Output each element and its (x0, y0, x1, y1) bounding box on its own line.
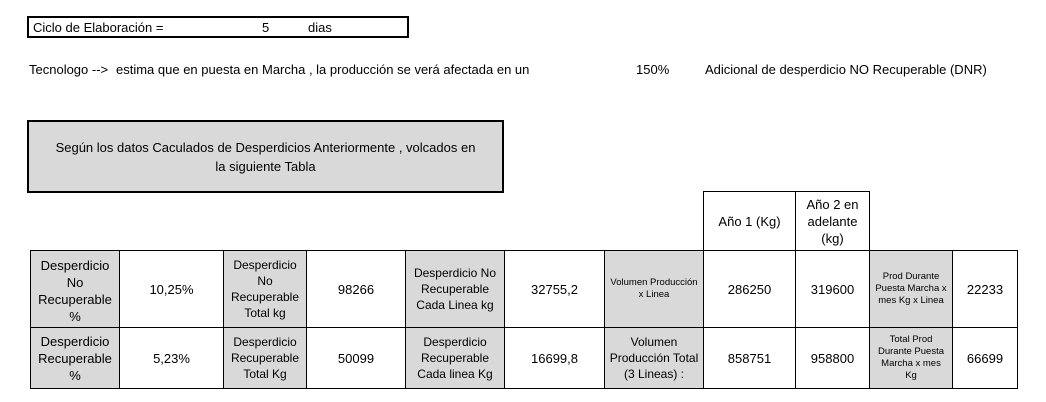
row2-prod-label: Total Prod Durante Puesta Marcha x mes Kg (869, 327, 953, 389)
row1-year2: 319600 (795, 250, 870, 328)
row2-line-value: 16699,8 (504, 327, 605, 389)
row1-total-value: 98266 (306, 250, 406, 328)
row2-line-label: Desperdicio Recuperable Cada linea Kg (405, 327, 505, 389)
row2-year2: 958800 (795, 327, 870, 389)
row1-year1: 286250 (703, 250, 796, 328)
row1-prod-value: 22233 (952, 250, 1018, 328)
header-year1: Año 1 (Kg) (703, 191, 796, 251)
row1-total-label: Desperdicio No Recuperable Total kg (223, 250, 307, 328)
row2-label: Desperdicio Recuperable % (30, 327, 120, 389)
note-text: Según los datos Caculados de Desperdicios Anteriormente , volcados en la siguiente Tabla (55, 139, 476, 174)
note-box (27, 120, 504, 193)
row1-vol-label: Volumen Producción x Linea (604, 250, 704, 328)
row1-line-value: 32755,2 (504, 250, 605, 328)
row2-pct: 5,23% (119, 327, 224, 389)
ciclo-value: 5 (262, 20, 270, 35)
row2-total-value: 50099 (306, 327, 406, 389)
row1-prod-label: Prod Durante Puesta Marcha x mes Kg x Linea (869, 250, 953, 328)
tecnologo-percent: 150% (636, 62, 670, 77)
ciclo-unit: dias (308, 20, 332, 35)
tecnologo-prefix: Tecnologo --> (29, 62, 109, 77)
row1-line-label: Desperdicio No Recuperable Cada Linea kg (405, 250, 505, 328)
ciclo-label: Ciclo de Elaboración = (33, 20, 164, 35)
header-year2: Año 2 en adelante (kg) (795, 191, 870, 251)
row2-vol-label: Volumen Producción Total (3 Lineas) : (604, 327, 704, 389)
row2-total-label: Desperdicio Recuperable Total Kg (223, 327, 307, 389)
row2-year1: 858751 (703, 327, 796, 389)
row2-prod-value: 66699 (952, 327, 1018, 389)
tecnologo-suffix: Adicional de desperdicio NO Recuperable (DNR) (705, 62, 987, 77)
ciclo-box (27, 16, 409, 38)
tecnologo-text: estima que en puesta en Marcha , la producción se verá afectada en un (116, 62, 530, 77)
row1-pct: 10,25% (119, 250, 224, 328)
row1-label: Desperdicio No Recuperable % (30, 250, 120, 328)
